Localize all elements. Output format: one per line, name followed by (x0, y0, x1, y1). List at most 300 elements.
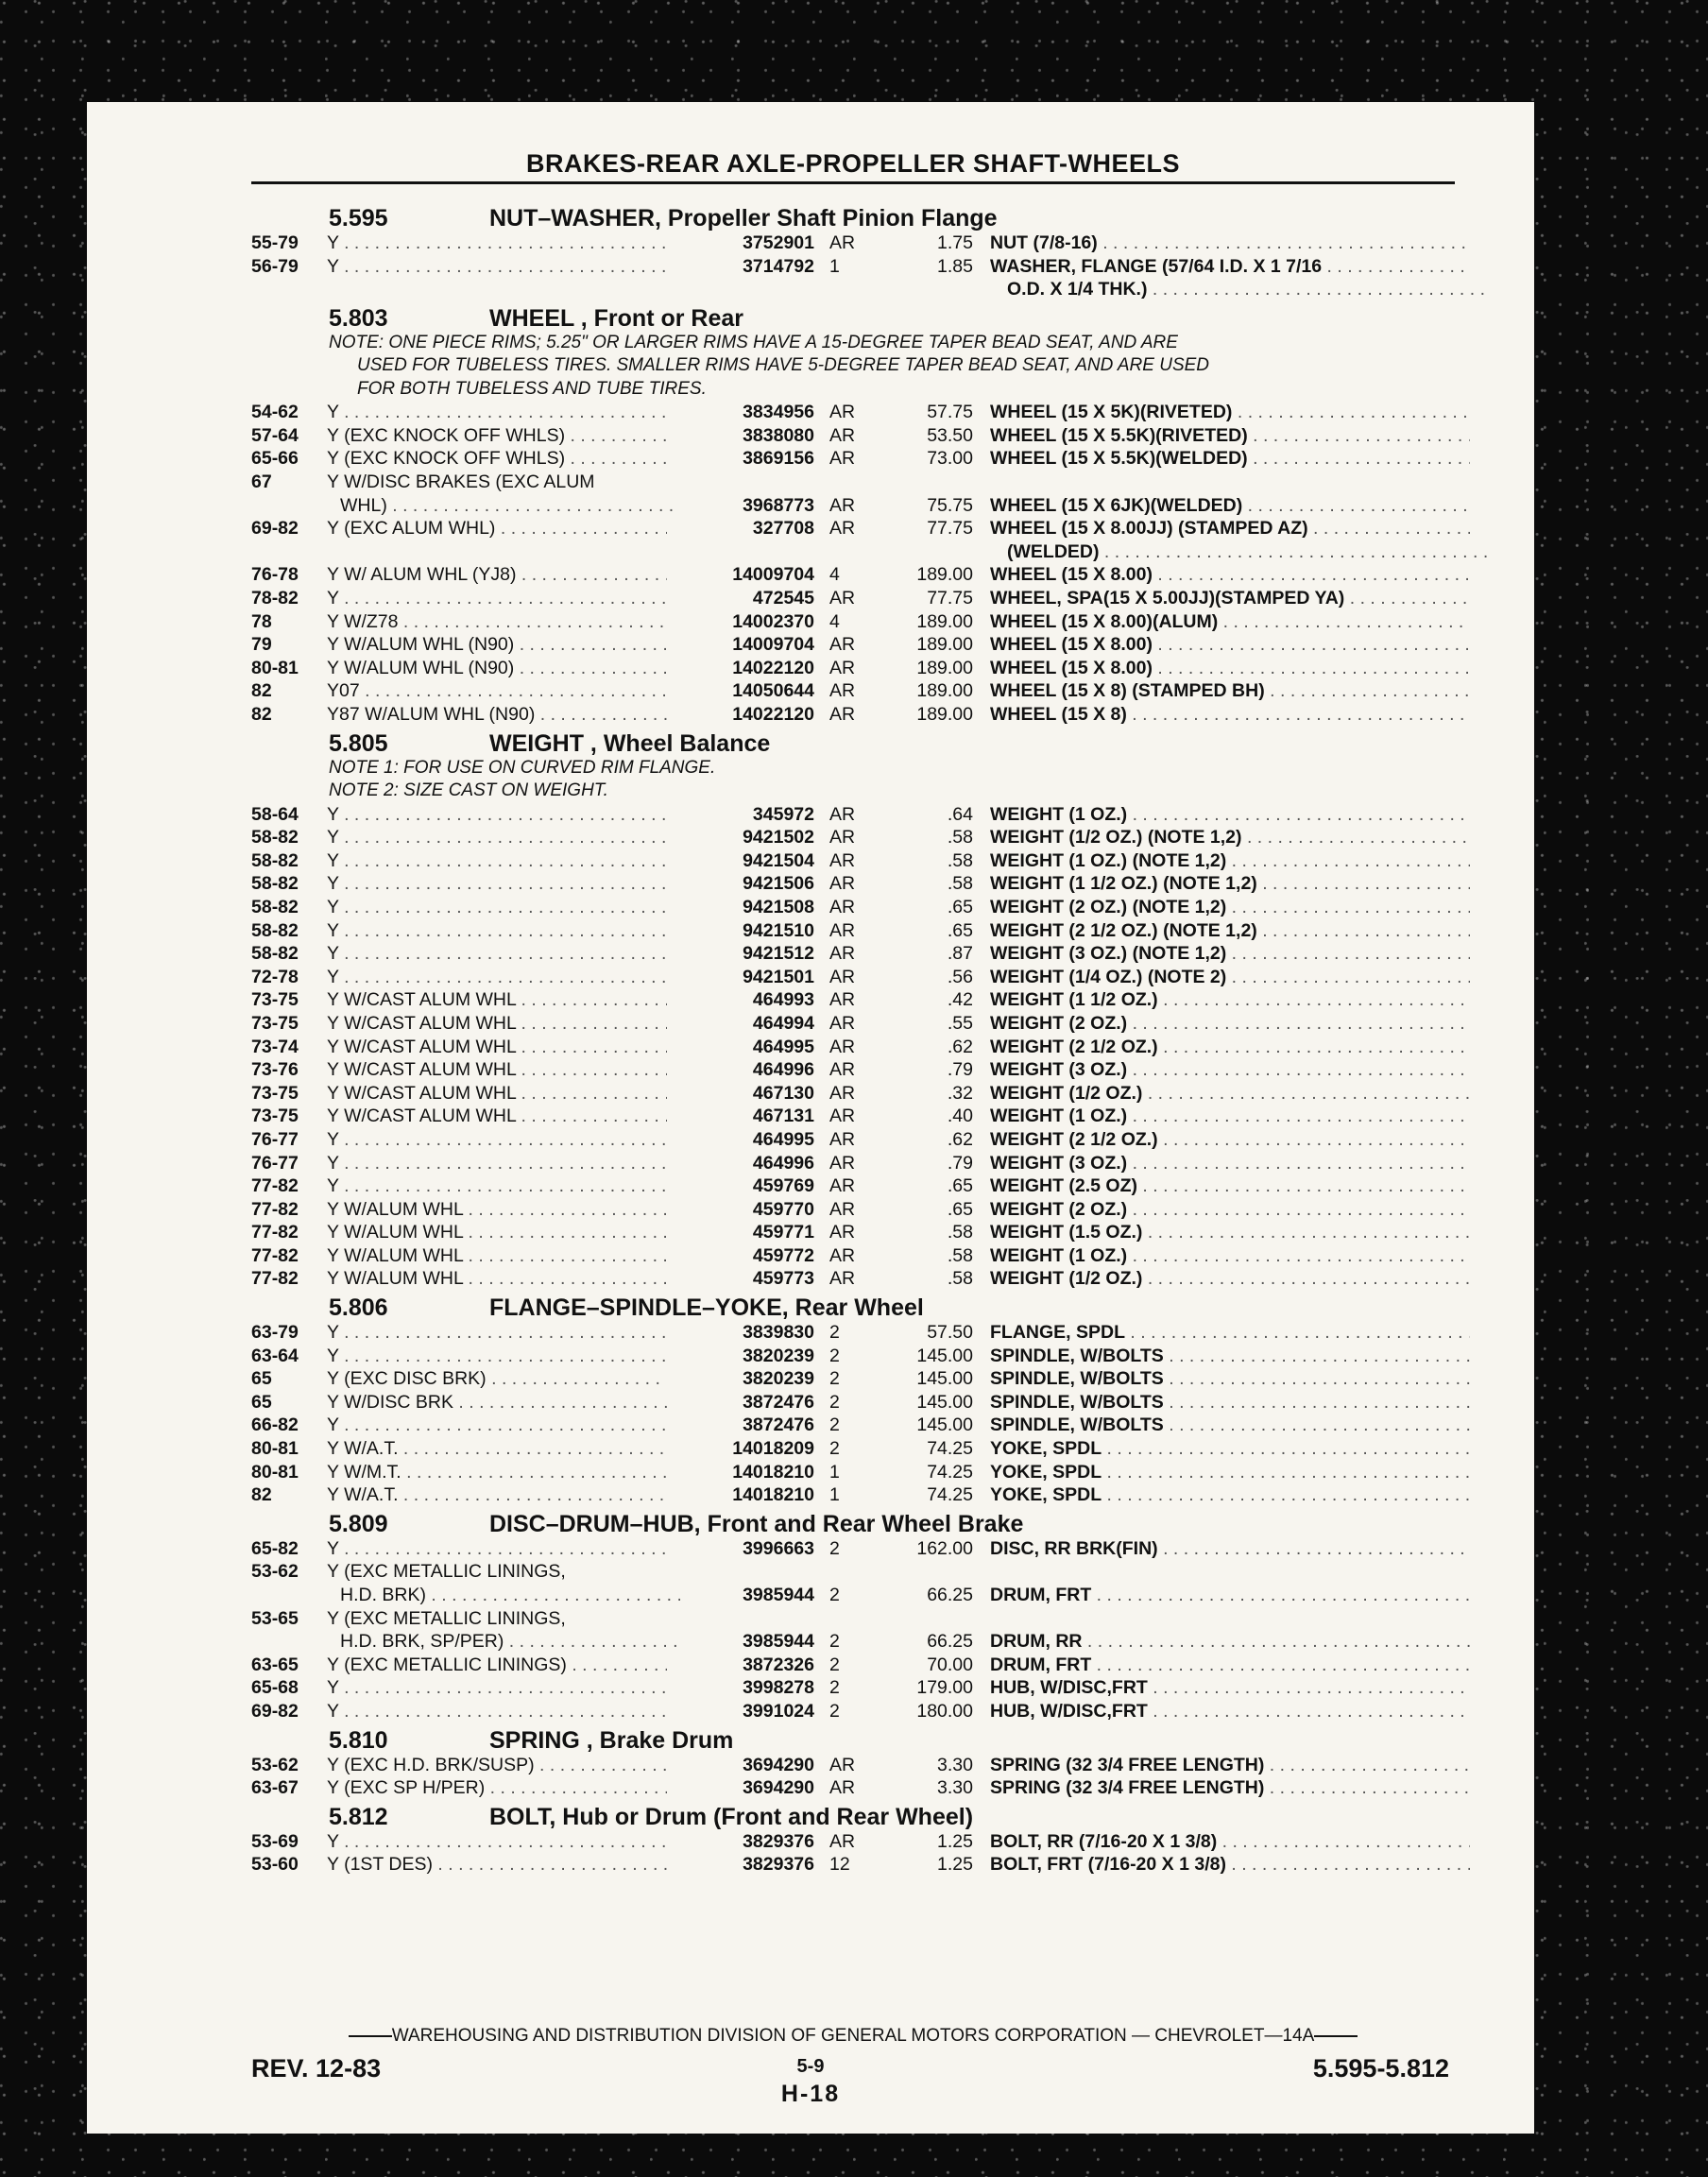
section-range: 5.595-5.812 (1312, 2054, 1449, 2083)
cell-description: BOLT, FRT (7/16-20 X 1 3/8) . . . (990, 1853, 1470, 1877)
cell-usage: Y (EXC ALUM WHL) . . . (327, 517, 667, 540)
cell-quantity: 2 (829, 1322, 840, 1344)
section-5-805 (251, 728, 1470, 1291)
table-row (251, 1267, 1470, 1291)
cell-years: 73-75 (251, 989, 299, 1011)
cell-price: 70.00 (927, 1654, 973, 1675)
section-header (251, 1724, 1470, 1754)
table-row (251, 1853, 1470, 1877)
cell-part-number: 3968773 (743, 494, 814, 516)
cell-price: .58 (947, 873, 973, 895)
cell-part-number: 3996663 (743, 1537, 814, 1559)
table-row (251, 1676, 1470, 1700)
table-row (251, 1537, 1470, 1561)
table-row (251, 540, 1470, 564)
cell-quantity: 2 (829, 1438, 840, 1460)
section-number: 5.810 (329, 1726, 388, 1754)
table-row (251, 1321, 1470, 1345)
cell-usage: Y . . . (327, 1345, 667, 1368)
cell-price: 189.00 (916, 657, 973, 678)
cell-description: WEIGHT (1/4 OZ.) (NOTE 2) . . . (990, 966, 1470, 989)
table-row (251, 1483, 1470, 1507)
cell-part-number: 3834956 (743, 402, 814, 423)
section-number: 5.595 (329, 205, 388, 231)
table-row (251, 1830, 1470, 1854)
cell-quantity: AR (829, 704, 856, 725)
cell-usage: Y (EXC METALLIC LININGS, (327, 1561, 566, 1583)
table-row (251, 563, 1470, 587)
cell-quantity: AR (829, 803, 856, 825)
table-row (251, 447, 1470, 471)
cell-usage: Y . . . (327, 401, 667, 424)
section-number: 5.806 (329, 1294, 388, 1322)
cell-part-number: 14002370 (732, 610, 814, 632)
cell-description: WEIGHT (2 1/2 OZ.) . . . (990, 1128, 1470, 1152)
cell-price: 74.25 (927, 1484, 973, 1506)
cell-description: DISC, RR BRK(FIN) . . . (990, 1537, 1470, 1561)
cell-price: .40 (947, 1106, 973, 1127)
cell-years: 63-64 (251, 1345, 299, 1366)
table-row (251, 1345, 1470, 1368)
footer-division-line (251, 2026, 1455, 2047)
cell-years: 65 (251, 1368, 272, 1390)
cell-quantity: AR (829, 966, 856, 987)
cell-part-number: 464994 (752, 1012, 814, 1034)
cell-years: 77-82 (251, 1244, 299, 1266)
cell-quantity: 1 (829, 255, 840, 277)
cell-usage: Y W/CAST ALUM WHL . . . (327, 1036, 667, 1059)
cell-price: 145.00 (916, 1391, 973, 1413)
table-row (251, 1776, 1470, 1800)
table-row (251, 1198, 1470, 1222)
table-row (251, 1128, 1470, 1152)
cell-description: WHEEL (15 X 8.00) . . . (990, 657, 1470, 680)
sheet-code: H-18 (780, 2081, 841, 2107)
cell-quantity: AR (829, 634, 856, 656)
table-row (251, 1584, 1470, 1607)
cell-description: WASHER, FLANGE (57/64 I.D. X 1 7/16 . . . (990, 255, 1470, 279)
cell-quantity: AR (829, 1152, 856, 1174)
cell-quantity: AR (829, 1830, 856, 1852)
cell-quantity: AR (829, 657, 856, 678)
table-row (251, 401, 1470, 424)
cell-years: 77-82 (251, 1222, 299, 1243)
cell-usage: Y W/ALUM WHL (N90) . . . (327, 657, 667, 680)
cell-description: SPRING (32 3/4 FREE LENGTH) . . . (990, 1776, 1470, 1800)
cell-usage: Y . . . (327, 1676, 667, 1700)
table-row (251, 1174, 1470, 1198)
cell-quantity: AR (829, 1754, 856, 1775)
cell-usage: Y (EXC H.D. BRK/SUSP) . . . (327, 1754, 667, 1777)
cell-years: 63-65 (251, 1654, 299, 1675)
cell-quantity: AR (829, 494, 856, 516)
table-row (251, 1391, 1470, 1414)
cell-usage: Y . . . (327, 587, 667, 610)
cell-part-number: 14018210 (732, 1484, 814, 1506)
table-row (251, 988, 1470, 1012)
cell-quantity: 2 (829, 1391, 840, 1413)
table-row (251, 1754, 1470, 1777)
cell-quantity: AR (829, 1082, 856, 1104)
cell-years: 53-62 (251, 1754, 299, 1775)
cell-years: 58-82 (251, 943, 299, 965)
cell-price: 75.75 (927, 494, 973, 516)
cell-price: 1.85 (937, 255, 973, 277)
table-row (251, 1654, 1470, 1677)
section-title: WHEEL , Front or Rear (489, 304, 744, 332)
cell-quantity: 2 (829, 1537, 840, 1559)
section-title: FLANGE–SPINDLE–YOKE, Rear Wheel (489, 1294, 924, 1322)
section-5-806 (251, 1292, 1470, 1507)
cell-part-number: 14022120 (732, 657, 814, 678)
cell-description: WEIGHT (2 OZ.) (NOTE 1,2) . . . (990, 896, 1470, 919)
cell-description: WEIGHT (1.5 OZ.) . . . (990, 1221, 1470, 1244)
cell-description: WEIGHT (2 OZ.) . . . (990, 1012, 1470, 1036)
cell-description: NUT (7/8-16) . . . (990, 231, 1470, 255)
cell-description: WEIGHT (3 OZ.) . . . (990, 1152, 1470, 1175)
cell-description: FLANGE, SPDL . . . (990, 1321, 1470, 1345)
cell-years: 77-82 (251, 1268, 299, 1290)
cell-description: WEIGHT (1 OZ.) . . . (990, 803, 1470, 827)
section-5-810 (251, 1724, 1470, 1800)
cell-usage: Y . . . (327, 966, 667, 989)
cell-description: SPRING (32 3/4 FREE LENGTH) . . . (990, 1754, 1470, 1777)
cell-description: WHEEL (15 X 5.5K)(RIVETED) . . . (990, 424, 1470, 448)
cell-part-number: 3829376 (743, 1854, 814, 1876)
cell-description: WHEEL (15 X 8.00JJ) (STAMPED AZ) . . . (990, 517, 1470, 540)
cell-quantity: AR (829, 680, 856, 702)
cell-quantity: AR (829, 827, 856, 849)
cell-part-number: 3869156 (743, 448, 814, 470)
cell-part-number: 345972 (752, 803, 814, 825)
cell-description: O.D. X 1/4 THK.) . . . (990, 278, 1487, 301)
cell-usage: Y W/ALUM WHL . . . (327, 1198, 667, 1222)
cell-price: .58 (947, 1244, 973, 1266)
cell-part-number: 472545 (752, 588, 814, 609)
cell-quantity: AR (829, 518, 856, 540)
table-row (251, 942, 1470, 966)
cell-description: (WELDED) . . . (990, 540, 1487, 564)
cell-price: .62 (947, 1128, 973, 1150)
cell-description: DRUM, RR . . . (990, 1630, 1470, 1654)
cell-part-number: 14050644 (732, 680, 814, 702)
cell-years: 63-79 (251, 1322, 299, 1344)
cell-quantity: 1 (829, 1461, 840, 1483)
cell-usage: Y . . . (327, 1700, 667, 1723)
cell-description: SPINDLE, W/BOLTS . . . (990, 1391, 1470, 1414)
cell-description: WHEEL (15 X 5K)(RIVETED) . . . (990, 401, 1470, 424)
cell-years: 65 (251, 1391, 272, 1413)
cell-price: 189.00 (916, 680, 973, 702)
cell-quantity: 2 (829, 1654, 840, 1675)
cell-usage: Y W/A.T. . . . (327, 1483, 667, 1507)
cell-years: 58-82 (251, 896, 299, 917)
section-5-809 (251, 1508, 1470, 1723)
cell-price: .65 (947, 1175, 973, 1197)
cell-part-number: 464995 (752, 1036, 814, 1057)
cell-price: 189.00 (916, 704, 973, 725)
cell-description: YOKE, SPDL . . . (990, 1461, 1470, 1484)
cell-usage: Y . . . (327, 1414, 667, 1437)
cell-years: 78-82 (251, 588, 299, 609)
cell-quantity: AR (829, 849, 856, 871)
table-row (251, 849, 1470, 873)
cell-years: 73-75 (251, 1012, 299, 1034)
cell-usage: Y W/CAST ALUM WHL . . . (327, 1082, 667, 1106)
cell-usage: Y (EXC KNOCK OFF WHLS) . . . (327, 447, 667, 471)
cell-years: 67 (251, 471, 272, 493)
cell-usage: H.D. BRK) . . . (327, 1584, 680, 1607)
table-row (251, 471, 1470, 494)
cell-usage: Y . . . (327, 1830, 667, 1854)
cell-usage: Y W/ALUM WHL . . . (327, 1267, 667, 1291)
footer-rule-left (349, 2035, 392, 2037)
cell-quantity: 2 (829, 1368, 840, 1390)
cell-description: WEIGHT (1 OZ.) . . . (990, 1105, 1470, 1128)
cell-part-number: 3820239 (743, 1368, 814, 1390)
table-row (251, 1700, 1470, 1723)
cell-description: WHEEL (15 X 8.00)(ALUM) . . . (990, 610, 1470, 634)
cell-usage: Y W/ALUM WHL . . . (327, 1244, 667, 1268)
table-row (251, 803, 1470, 827)
cell-quantity: AR (829, 1244, 856, 1266)
footer-division: WAREHOUSING AND DISTRIBUTION DIVISION OF GENERAL MOTORS CORPORATION — CHEVROLET—14A (391, 2026, 1315, 2046)
cell-usage: Y87 W/ALUM WHL (N90) . . . (327, 703, 667, 727)
cell-description: WEIGHT (2 OZ.) . . . (990, 1198, 1470, 1222)
cell-price: .64 (947, 803, 973, 825)
cell-description: WEIGHT (2.5 OZ) . . . (990, 1174, 1470, 1198)
section-header (251, 302, 1470, 332)
section-note: USED FOR TUBELESS TIRES. SMALLER RIMS HAVE 5-DEGREE TAPER BEAD SEAT, AND ARE USED (357, 355, 1210, 376)
table-row (251, 657, 1470, 680)
cell-usage: WHL) . . . (327, 494, 680, 518)
cell-price: 1.75 (937, 232, 973, 253)
cell-quantity: AR (829, 1268, 856, 1290)
section-title: NUT–WASHER, Propeller Shaft Pinion Flange (489, 205, 998, 231)
table-row (251, 424, 1470, 448)
cell-quantity: 4 (829, 610, 840, 632)
section-number: 5.803 (329, 304, 388, 332)
cell-description: WEIGHT (1 OZ.) (NOTE 1,2) . . . (990, 849, 1470, 873)
cell-description: WHEEL (15 X 8.00) . . . (990, 633, 1470, 657)
cell-usage: Y W/CAST ALUM WHL . . . (327, 988, 667, 1012)
cell-part-number: 9421501 (743, 966, 814, 987)
section-title: DISC–DRUM–HUB, Front and Rear Wheel Brake (489, 1510, 1024, 1537)
cell-years: 73-75 (251, 1106, 299, 1127)
cell-years: 53-65 (251, 1607, 299, 1629)
cell-part-number: 14009704 (732, 634, 814, 656)
cell-usage: Y . . . (327, 1321, 667, 1345)
cell-price: .79 (947, 1059, 973, 1081)
cell-price: 189.00 (916, 610, 973, 632)
cell-price: .55 (947, 1012, 973, 1034)
cell-price: .42 (947, 989, 973, 1011)
cell-years: 58-82 (251, 827, 299, 849)
cell-part-number: 459771 (752, 1222, 814, 1243)
cell-usage: Y W/ALUM WHL . . . (327, 1221, 667, 1244)
table-row (251, 872, 1470, 896)
cell-price: .58 (947, 827, 973, 849)
cell-price: .65 (947, 896, 973, 917)
cell-part-number: 327708 (752, 518, 814, 540)
cell-years: 53-60 (251, 1854, 299, 1876)
cell-quantity: 2 (829, 1631, 840, 1653)
cell-usage: Y (EXC KNOCK OFF WHLS) . . . (327, 424, 667, 448)
cell-quantity: AR (829, 989, 856, 1011)
cell-description: WHEEL (15 X 8) . . . (990, 703, 1470, 727)
table-row (251, 1012, 1470, 1036)
cell-quantity: AR (829, 588, 856, 609)
cell-description: WHEEL, SPA(15 X 5.00JJ)(STAMPED YA) . . . (990, 587, 1470, 610)
cell-description: WEIGHT (1/2 OZ.) . . . (990, 1082, 1470, 1106)
section-5-595 (251, 202, 1470, 301)
revision-label: REV. 12-83 (251, 2054, 382, 2083)
cell-part-number: 459769 (752, 1175, 814, 1197)
section-title: WEIGHT , Wheel Balance (489, 729, 771, 757)
section-number: 5.809 (329, 1510, 388, 1537)
cell-part-number: 459770 (752, 1198, 814, 1220)
cell-description: DRUM, FRT . . . (990, 1654, 1470, 1677)
table-row (251, 633, 1470, 657)
cell-description: WHEEL (15 X 8) (STAMPED BH) . . . (990, 679, 1470, 703)
cell-description: WHEEL (15 X 5.5K)(WELDED) . . . (990, 447, 1470, 471)
cell-description: SPINDLE, W/BOLTS . . . (990, 1414, 1470, 1437)
section-note: NOTE 1: FOR USE ON CURVED RIM FLANGE. (329, 757, 716, 778)
cell-part-number: 3694290 (743, 1777, 814, 1799)
cell-price: 77.75 (927, 588, 973, 609)
cell-part-number: 464995 (752, 1128, 814, 1150)
cell-usage: Y W/CAST ALUM WHL . . . (327, 1058, 667, 1082)
cell-years: 58-82 (251, 873, 299, 895)
table-row (251, 1461, 1470, 1484)
cell-part-number: 3872326 (743, 1654, 814, 1675)
cell-years: 65-68 (251, 1677, 299, 1699)
table-row (251, 966, 1470, 989)
cell-quantity: AR (829, 402, 856, 423)
cell-quantity: AR (829, 873, 856, 895)
cell-price: 57.50 (927, 1322, 973, 1344)
table-row (251, 494, 1470, 518)
cell-usage: Y (1ST DES) . . . (327, 1853, 667, 1877)
cell-usage: Y . . . (327, 826, 667, 849)
cell-description: SPINDLE, W/BOLTS . . . (990, 1367, 1470, 1391)
table-row (251, 1607, 1470, 1631)
cell-usage: Y (EXC METALLIC LININGS, (327, 1607, 566, 1629)
cell-quantity: AR (829, 1175, 856, 1197)
cell-description: WHEEL (15 X 8.00) . . . (990, 563, 1470, 587)
table-row (251, 1414, 1470, 1437)
cell-part-number: 3820239 (743, 1345, 814, 1366)
cell-usage: Y . . . (327, 1174, 667, 1198)
table-row (251, 1082, 1470, 1106)
cell-description: WEIGHT (1 1/2 OZ.) (NOTE 1,2) . . . (990, 872, 1470, 896)
section-header (251, 1801, 1470, 1830)
cell-years: 82 (251, 704, 272, 725)
cell-price: 145.00 (916, 1368, 973, 1390)
cell-price: 179.00 (916, 1677, 973, 1699)
section-note: FOR BOTH TUBELESS AND TUBE TIRES. (357, 378, 707, 399)
cell-description: WEIGHT (1/2 OZ.) (NOTE 1,2) . . . (990, 826, 1470, 849)
cell-price: .58 (947, 1268, 973, 1290)
cell-part-number: 9421512 (743, 943, 814, 965)
parts-list (251, 202, 1470, 1877)
cell-part-number: 9421504 (743, 849, 814, 871)
cell-part-number: 3985944 (743, 1631, 814, 1653)
table-row (251, 1560, 1470, 1584)
cell-usage: Y W/Z78 . . . (327, 610, 667, 634)
cell-years: 76-78 (251, 564, 299, 586)
cell-price: 74.25 (927, 1438, 973, 1460)
table-row (251, 587, 1470, 610)
cell-quantity: AR (829, 1198, 856, 1220)
cell-usage: Y . . . (327, 942, 667, 966)
cell-quantity: 2 (829, 1585, 840, 1605)
cell-description: HUB, W/DISC,FRT . . . (990, 1676, 1470, 1700)
cell-years: 56-79 (251, 255, 299, 277)
cell-part-number: 3829376 (743, 1830, 814, 1852)
cell-years: 58-64 (251, 803, 299, 825)
table-row (251, 517, 1470, 540)
cell-usage: Y W/ ALUM WHL (YJ8) . . . (327, 563, 667, 587)
cell-usage: Y (EXC METALLIC LININGS) . . . (327, 1654, 667, 1677)
cell-quantity: AR (829, 1012, 856, 1034)
cell-years: 80-81 (251, 1438, 299, 1460)
cell-years: 53-69 (251, 1830, 299, 1852)
cell-part-number: 14018209 (732, 1438, 814, 1460)
cell-usage: Y . . . (327, 872, 667, 896)
table-row (251, 826, 1470, 849)
cell-usage: Y (EXC DISC BRK) . . . (327, 1367, 667, 1391)
cell-part-number: 14018210 (732, 1461, 814, 1483)
cell-years: 58-82 (251, 919, 299, 941)
cell-part-number: 3838080 (743, 424, 814, 446)
section-number: 5.812 (329, 1803, 388, 1830)
table-row (251, 1036, 1470, 1059)
cell-part-number: 14009704 (732, 564, 814, 586)
cell-quantity: AR (829, 1222, 856, 1243)
cell-description: WEIGHT (3 OZ.) (NOTE 1,2) . . . (990, 942, 1470, 966)
cell-price: .32 (947, 1082, 973, 1104)
cell-quantity: AR (829, 1777, 856, 1799)
cell-part-number: 459773 (752, 1268, 814, 1290)
table-row (251, 679, 1470, 703)
cell-description: WEIGHT (1/2 OZ.) . . . (990, 1267, 1470, 1291)
cell-quantity: AR (829, 448, 856, 470)
cell-part-number: 3985944 (743, 1585, 814, 1605)
table-row (251, 1105, 1470, 1128)
cell-part-number: 464996 (752, 1152, 814, 1174)
cell-price: .65 (947, 1198, 973, 1220)
cell-usage: Y . . . (327, 1128, 667, 1152)
cell-price: 66.25 (927, 1631, 973, 1653)
cell-price: .87 (947, 943, 973, 965)
cell-price: 1.25 (937, 1830, 973, 1852)
cell-usage: Y W/DISC BRAKES (EXC ALUM (327, 471, 595, 493)
table-row (251, 703, 1470, 727)
cell-part-number: 467131 (752, 1106, 814, 1127)
cell-part-number: 9421508 (743, 896, 814, 917)
footer-rule-right (1314, 2035, 1358, 2037)
cell-part-number: 3752901 (743, 232, 814, 253)
table-row (251, 278, 1470, 301)
table-row (251, 1152, 1470, 1175)
section-number: 5.805 (329, 729, 388, 757)
cell-quantity: AR (829, 1036, 856, 1057)
cell-description: BOLT, RR (7/16-20 X 1 3/8) . . . (990, 1830, 1470, 1854)
cell-years: 82 (251, 680, 272, 702)
cell-description: YOKE, SPDL . . . (990, 1437, 1470, 1461)
cell-price: 3.30 (937, 1754, 973, 1775)
